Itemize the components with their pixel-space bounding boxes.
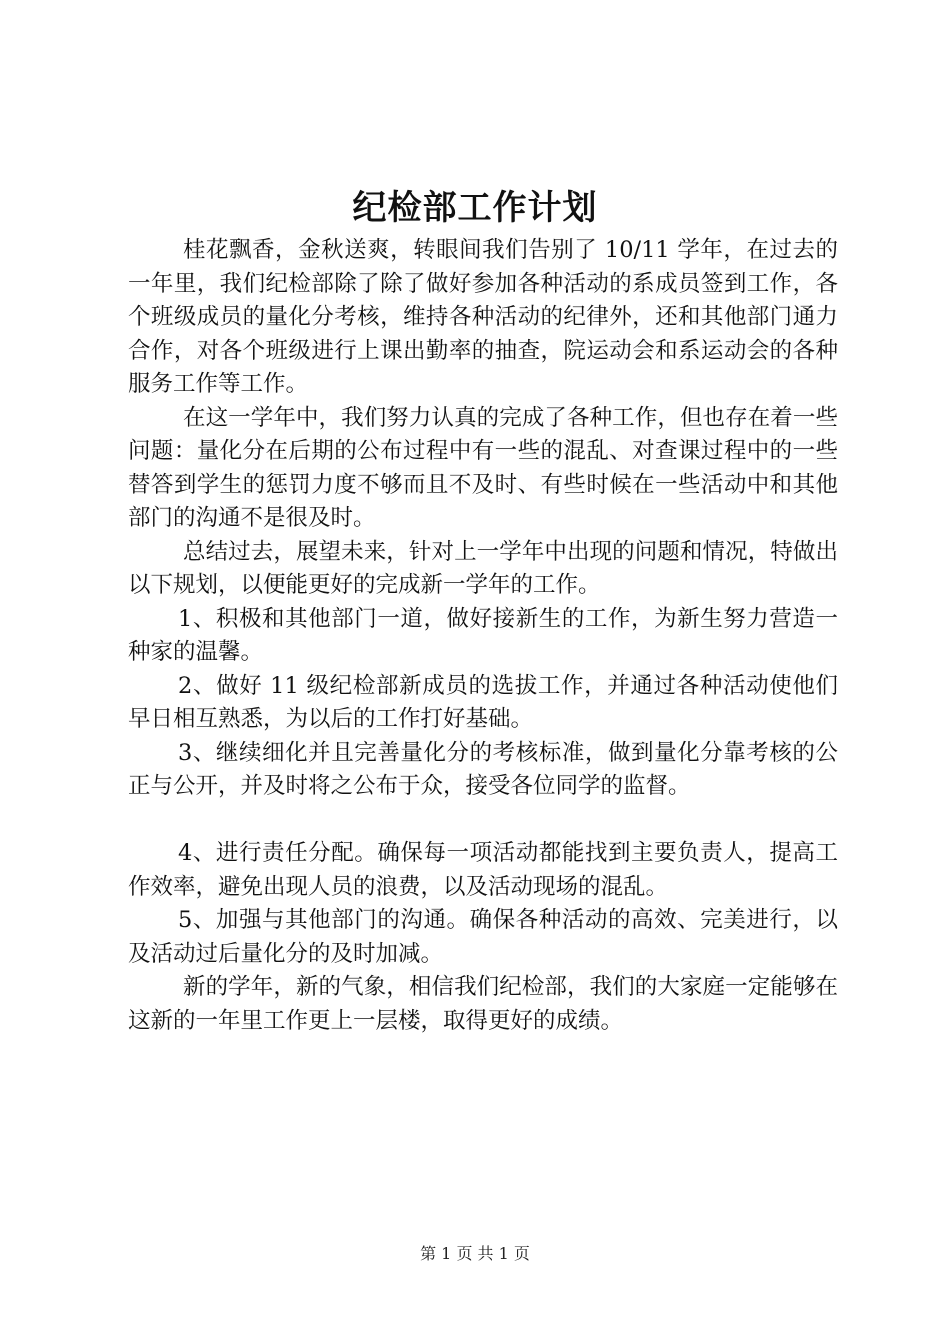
intro-paragraph: 桂花飘香，金秋送爽，转眼间我们告别了 10/11 学年，在过去的一年里，我们纪检部除了除了做好参加各种活动的系成员签到工作，各个班级成员的量化分考核，维持各种活动的纪律外，还和其他部门通力合作，对各个班级进行上课出勤率的抽查，院运动会和系运动会的各种服务工作等工作。	[128, 237, 838, 397]
plan-item-1: 1、积极和其他部门一道，做好接新生的工作，为新生努力营造一种家的温馨。	[128, 605, 838, 665]
plan-item-5: 5、加强与其他部门的沟通。确保各种活动的高效、完美进行，以及活动过后量化分的及时加减。	[128, 907, 838, 967]
document-body	[128, 234, 838, 1038]
plan-item-3: 3、继续细化并且完善量化分的考核标准，做到量化分靠考核的公正与公开，并及时将之公布于众，接受各位同学的监督。	[128, 739, 838, 799]
problems-paragraph: 在这一学年中，我们努力认真的完成了各种工作，但也存在着一些问题：量化分在后期的公布过程中有一些的混乱、对查课过程中的一些替答到学生的惩罚力度不够而且不及时、有些时候在一些活动中和其他部门的沟通不是很及时。	[128, 404, 838, 531]
closing-paragraph: 新的学年，新的气象，相信我们纪检部，我们的大家庭一定能够在这新的一年里工作更上一层楼，取得更好的成绩。	[128, 974, 838, 1034]
page-footer: 第 1 页 共 1 页	[420, 1244, 530, 1263]
paragraph-gap	[128, 804, 838, 838]
plan-item-4: 4、进行责任分配。确保每一项活动都能找到主要负责人，提高工作效率，避免出现人员的浪费，以及活动现场的混乱。	[128, 840, 838, 900]
plan-intro-paragraph: 总结过去，展望未来，针对上一学年中出现的问题和情况，特做出以下规划，以便能更好的完成新一学年的工作。	[128, 538, 838, 598]
plan-item-2: 2、做好 11 级纪检部新成员的选拔工作，并通过各种活动使他们早日相互熟悉，为以后的工作打好基础。	[128, 672, 838, 732]
document-title: 纪检部工作计划	[352, 188, 598, 228]
